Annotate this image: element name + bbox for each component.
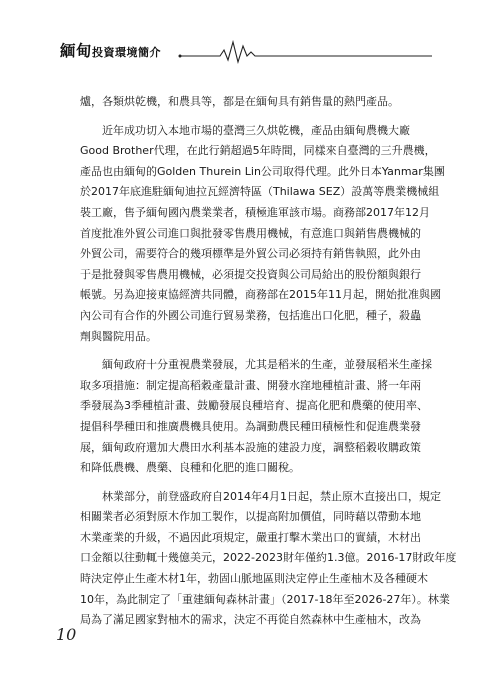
text-line: 和降低農機、農藥、良種和化肥的進口關稅。 [80, 461, 300, 475]
text-line: 時決定停止生產木材1年，勃固山脈地區則決定停止生產柚木及各種硬木 [80, 572, 428, 586]
text-line: 展，緬甸政府還加大農田水利基本設施的建設力度，調整稻穀收購政策 [80, 440, 421, 454]
text-line: 相關業者必須對原木作加工製作，以提高附加價值，同時藉以帶動本地 [80, 510, 421, 524]
text-line: 帳號。另為迎接東協經濟共同體，商務部在2015年11月起，開始批准與國 [80, 288, 441, 302]
text-line: 緬甸政府十分重視農業發展，尤其是稻米的生產，並發展稻米生產採 [102, 358, 432, 372]
text-line: 局為了滿足國家對柚木的需求，決定不再從自然森林中生產柚木，改為 [80, 613, 421, 627]
text-line: 季發展為3季種植計畫、鼓勵發展良種培育、提高化肥和農藥的使用率、 [80, 399, 428, 413]
text-line: 取多項措施：制定提高稻穀產量計畫、開發水窪地種植計畫、將一年兩 [80, 378, 421, 392]
text-line: 於2017年底進駐緬甸迪拉瓦經濟特區（Thilawa SEZ）設萬等農業機械組 [80, 185, 440, 199]
text-line: 首度批准外貿公司進口與批發零售農用機械，有意進口與銷售農機械的 [80, 226, 421, 240]
text-line: 10年，為此制定了「重建緬甸森林計畫」（2017-18年至2026-27年）。林業 [80, 592, 450, 606]
text-line: 提倡科學種田和推廣農機具使用。為調動農民種田積極性和促進農業發 [80, 419, 421, 433]
body-text [80, 92, 457, 631]
page-number: 10 [56, 625, 77, 644]
text-line: 木業產業的升級，不過因此項規定，嚴重打擊木業出口的實績，木材出 [80, 530, 421, 544]
running-header [52, 36, 432, 64]
text-line: 于是批發與零售農用機械，必須提交投資與公司局給出的股份額與銀行 [80, 267, 421, 281]
text-line: 劑與醫院用品。 [80, 329, 157, 343]
text-line: 近年成功切入本地市場的臺灣三久烘乾機，產品由緬甸農機大廠 [102, 123, 410, 137]
text-line: 產品也由緬甸的Golden Thurein Lin公司取得代理。此外日本Yanmar集團 [80, 164, 445, 178]
text-line: 外貿公司，需要符合的幾項標準是外貿公司必須持有銷售執照，此外由 [80, 247, 421, 261]
text-line: 內公司有合作的外國公司進行貿易業務，包括進出口化肥，種子，殺蟲 [80, 308, 421, 322]
text-line: 爐，各類烘乾機，和農具等，都是在緬甸具有銷售量的熱門產品。 [80, 95, 399, 108]
text-line: Good Brother代理，在此行銷超過5年時間，同樣來自臺灣的三升農機， [80, 144, 436, 158]
text-line: 口金額以往動輒十幾億美元，2022-2023財年僅約1.3億。2016-17財政年度 [80, 551, 457, 565]
header-title-sub: 投資環境簡介 [92, 46, 162, 59]
text-line: 林業部分，前登盛政府自2014年4月1日起，禁止原木直接出口，規定 [102, 489, 441, 503]
header-title-main: 緬甸 [60, 42, 93, 60]
header-title [60, 39, 161, 61]
text-line: 裝工廠，售予緬甸國內農業業者，積極進軍該市場。商務部2017年12月 [80, 205, 430, 219]
